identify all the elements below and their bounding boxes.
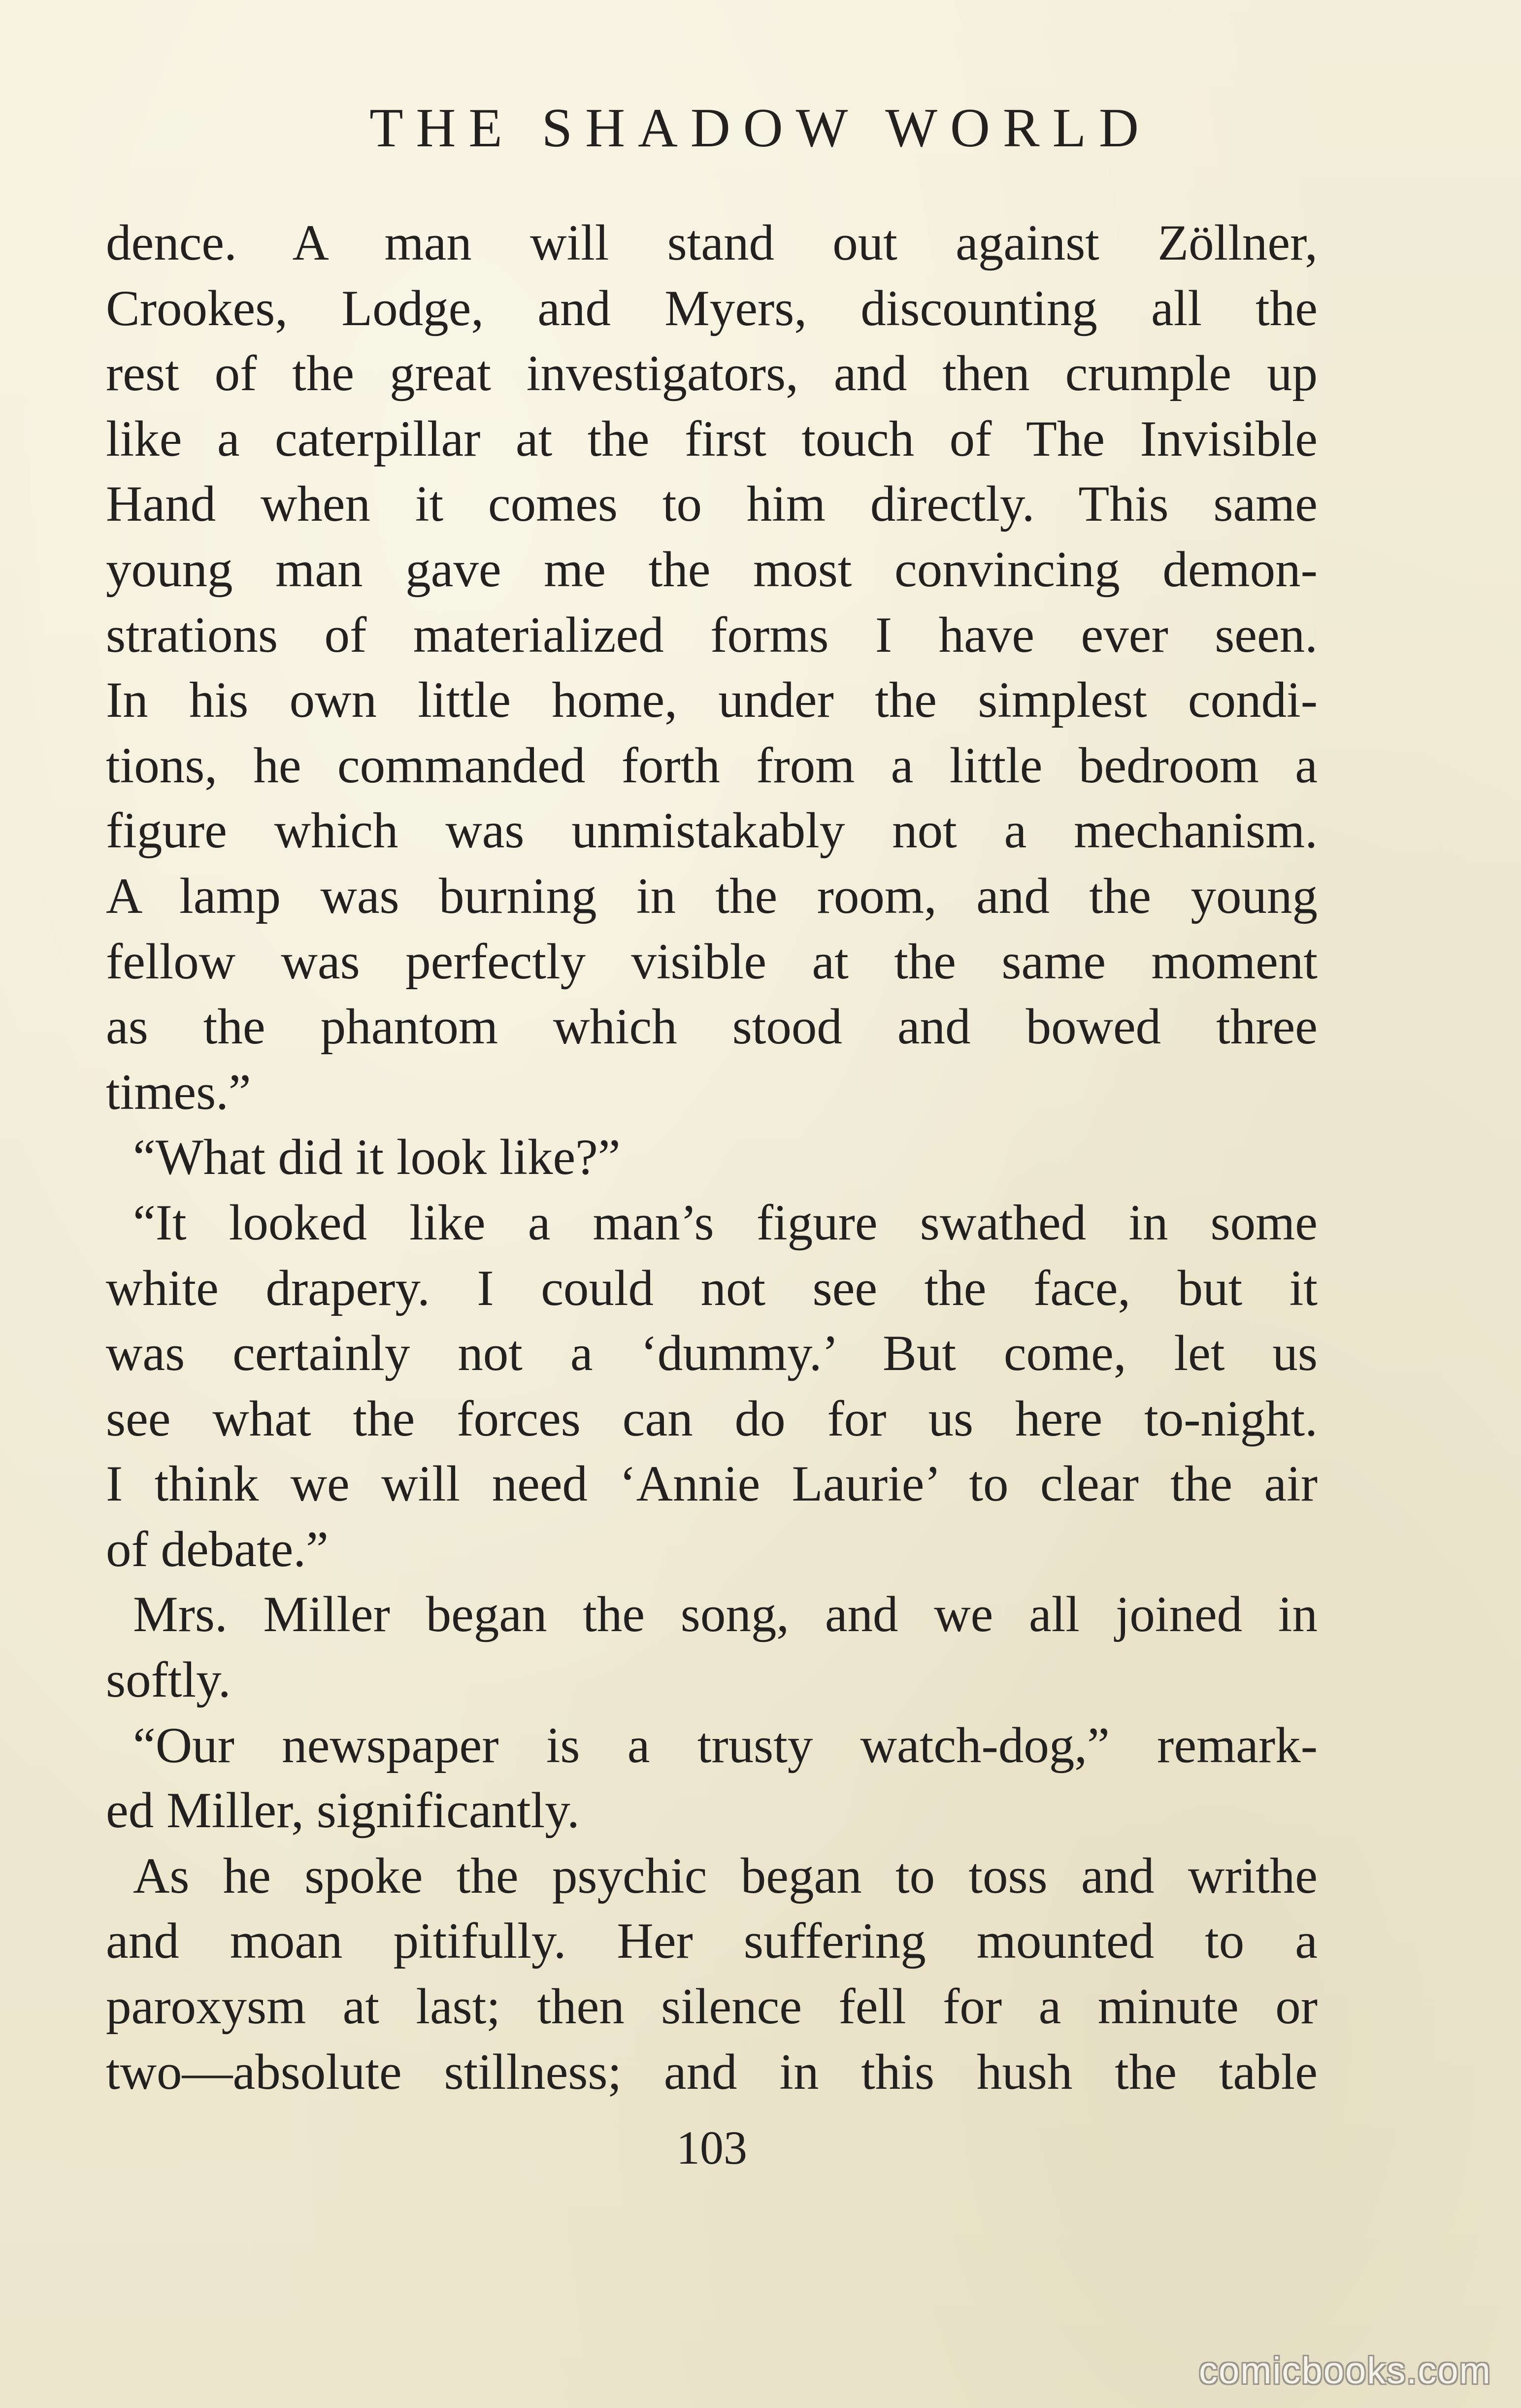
text-line: as the phantom which stood and bowed three xyxy=(106,999,1318,1055)
text-line: softly. xyxy=(106,1652,231,1708)
text-line: “What did it look like?” xyxy=(133,1129,621,1186)
text-line: young man gave me the most convincing demon- xyxy=(106,541,1318,598)
text-line: two—absolute stillness; and in this hush the table xyxy=(106,2043,1318,2100)
text-line: see what the forces can do for us here to-night. xyxy=(106,1390,1318,1447)
text-line: and moan pitifully. Her suffering mounted to a xyxy=(106,1913,1318,1970)
text-line: “It looked like a man’s figure swathed in some xyxy=(133,1194,1318,1251)
text-line: tions, he commanded forth from a little bedroom a xyxy=(106,737,1318,794)
text-line: Crookes, Lodge, and Myers, discounting all the xyxy=(106,280,1318,336)
text-line: Hand when it comes to him directly. This same xyxy=(106,476,1318,533)
text-line: Mrs. Miller began the song, and we all joined in xyxy=(133,1586,1318,1643)
text-line: figure which was unmistakably not a mechanism. xyxy=(106,803,1318,859)
body-text xyxy=(106,210,1318,2105)
text-line: was certainly not a ‘dummy.’ But come, let us xyxy=(106,1325,1318,1382)
text-line: like a caterpillar at the first touch of The Invisible xyxy=(106,410,1318,467)
text-line: In his own little home, under the simplest condi- xyxy=(106,672,1318,729)
text-line: white drapery. I could not see the face, but it xyxy=(106,1260,1318,1316)
text-line: fellow was perfectly visible at the same moment xyxy=(106,933,1318,990)
watermark: comicbooks.com xyxy=(1199,2350,1491,2392)
text-line: strations of materialized forms I have ever seen. xyxy=(106,606,1318,663)
text-line: As he spoke the psychic began to toss and writhe xyxy=(133,1847,1318,1904)
text-line: paroxysm at last; then silence fell for a minute or xyxy=(106,1978,1318,2035)
text-line: times.” xyxy=(106,1064,251,1120)
text-line: of debate.” xyxy=(106,1521,329,1577)
text-line: I think we will need ‘Annie Laurie’ to clear the air xyxy=(106,1456,1318,1512)
text-line: ed Miller, significantly. xyxy=(106,1782,580,1839)
page-number: 103 xyxy=(676,2121,747,2174)
text-line: A lamp was burning in the room, and the young xyxy=(106,868,1318,924)
text-line: dence. A man will stand out against Zöllner, xyxy=(106,215,1318,271)
text-line: “Our newspaper is a trusty watch-dog,” remark- xyxy=(133,1717,1318,1773)
text-line: rest of the great investigators, and then crumple up xyxy=(106,345,1318,402)
running-head: THE SHADOW WORLD xyxy=(369,98,1152,159)
